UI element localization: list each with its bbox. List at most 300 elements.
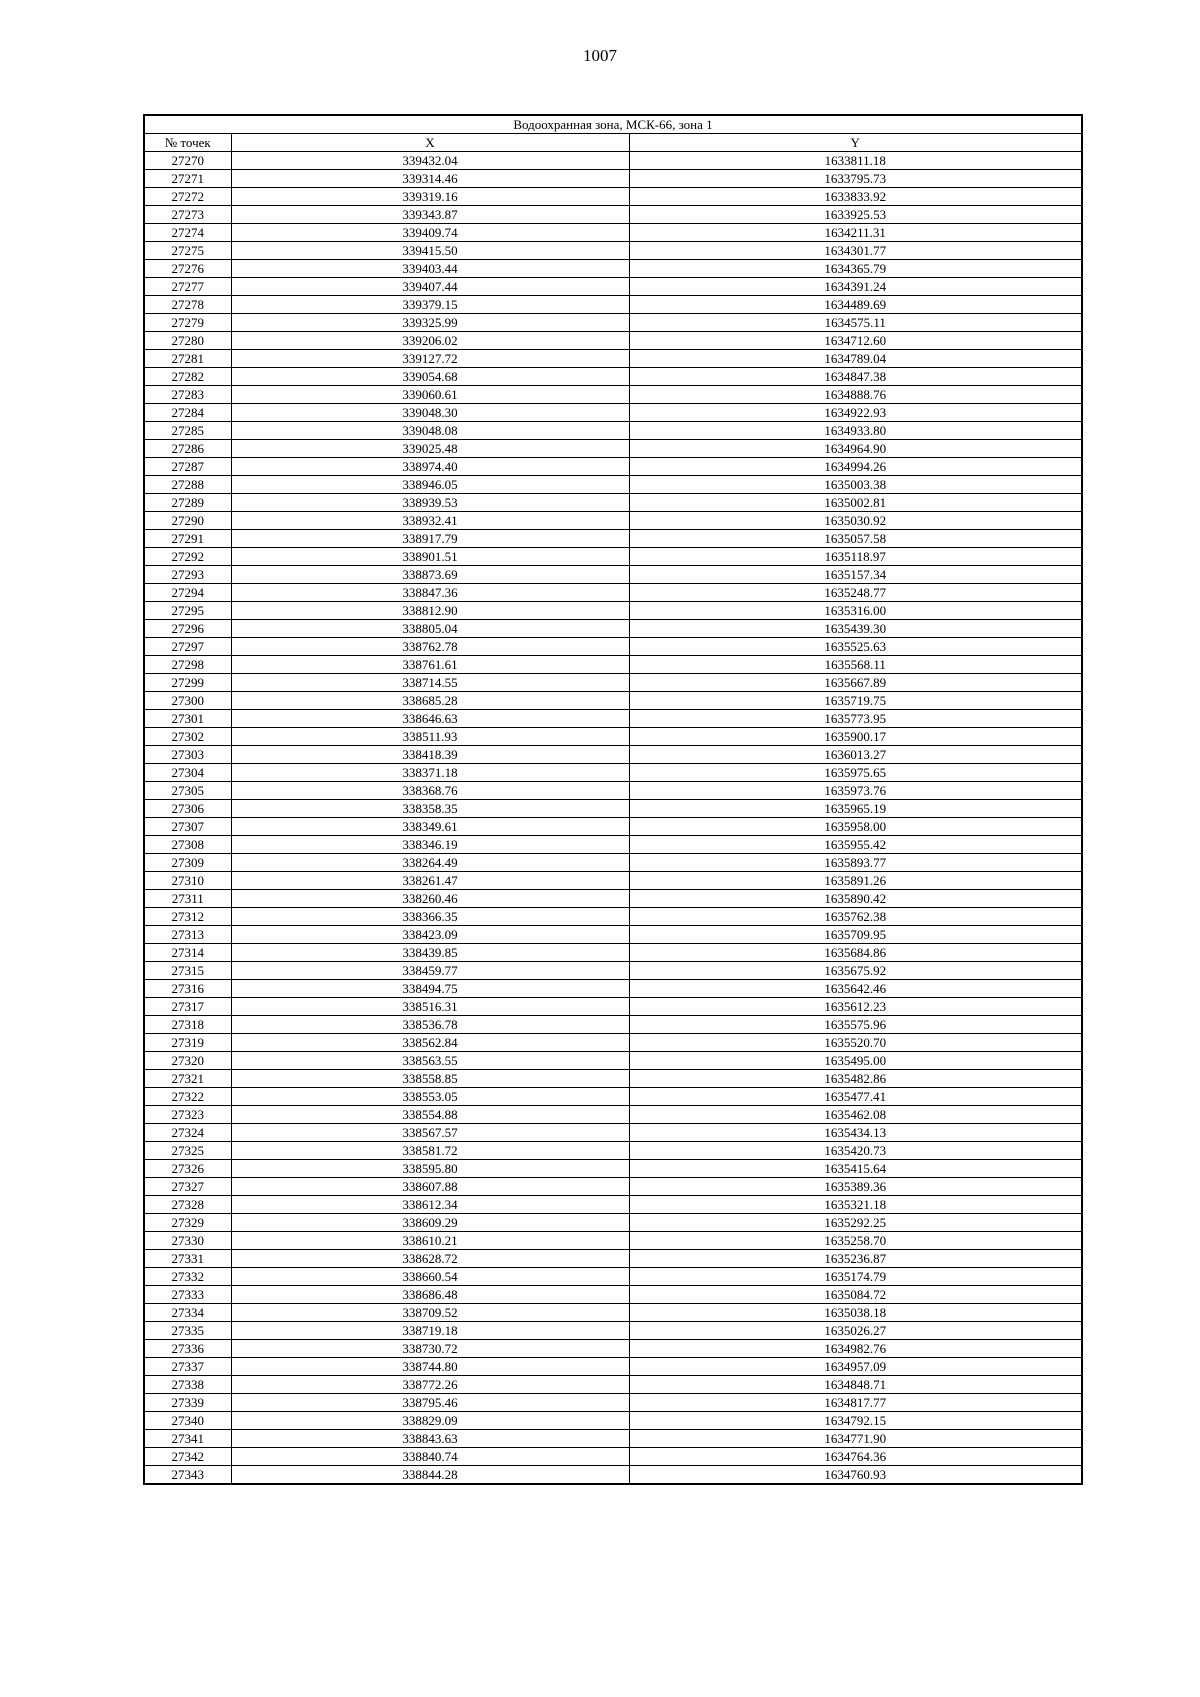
cell-x: 339379.15 <box>231 296 629 314</box>
cell-x: 339319.16 <box>231 188 629 206</box>
cell-x: 338554.88 <box>231 1106 629 1124</box>
cell-point-number: 27317 <box>144 998 231 1016</box>
cell-x: 338612.34 <box>231 1196 629 1214</box>
cell-x: 338558.85 <box>231 1070 629 1088</box>
cell-y: 1634888.76 <box>629 386 1082 404</box>
cell-point-number: 27302 <box>144 728 231 746</box>
cell-point-number: 27315 <box>144 962 231 980</box>
cell-y: 1635893.77 <box>629 854 1082 872</box>
cell-x: 338609.29 <box>231 1214 629 1232</box>
cell-y: 1634764.36 <box>629 1448 1082 1466</box>
table-row <box>144 998 1082 1016</box>
cell-x: 338260.46 <box>231 890 629 908</box>
cell-y: 1635321.18 <box>629 1196 1082 1214</box>
cell-point-number: 27337 <box>144 1358 231 1376</box>
cell-y: 1634301.77 <box>629 242 1082 260</box>
cell-x: 338264.49 <box>231 854 629 872</box>
table-title-row <box>144 115 1082 134</box>
header-y: Y <box>629 134 1082 152</box>
table-row <box>144 224 1082 242</box>
cell-y: 1635520.70 <box>629 1034 1082 1052</box>
cell-y: 1635973.76 <box>629 782 1082 800</box>
cell-y: 1635900.17 <box>629 728 1082 746</box>
table-row <box>144 1340 1082 1358</box>
cell-x: 338595.80 <box>231 1160 629 1178</box>
cell-y: 1635612.23 <box>629 998 1082 1016</box>
cell-x: 338423.09 <box>231 926 629 944</box>
table-row <box>144 782 1082 800</box>
cell-point-number: 27316 <box>144 980 231 998</box>
table-row <box>144 962 1082 980</box>
cell-x: 339206.02 <box>231 332 629 350</box>
cell-y: 1635003.38 <box>629 476 1082 494</box>
cell-y: 1635891.26 <box>629 872 1082 890</box>
cell-y: 1634964.90 <box>629 440 1082 458</box>
cell-x: 338847.36 <box>231 584 629 602</box>
table-row <box>144 1394 1082 1412</box>
table-row <box>144 602 1082 620</box>
table-row <box>144 1250 1082 1268</box>
table-row <box>144 1178 1082 1196</box>
cell-y: 1634760.93 <box>629 1466 1082 1485</box>
cell-point-number: 27280 <box>144 332 231 350</box>
cell-y: 1634391.24 <box>629 278 1082 296</box>
cell-point-number: 27341 <box>144 1430 231 1448</box>
cell-x: 338686.48 <box>231 1286 629 1304</box>
cell-x: 338646.63 <box>231 710 629 728</box>
table-row <box>144 422 1082 440</box>
cell-y: 1634712.60 <box>629 332 1082 350</box>
cell-y: 1635684.86 <box>629 944 1082 962</box>
table-row <box>144 242 1082 260</box>
cell-x: 338358.35 <box>231 800 629 818</box>
cell-y: 1635118.97 <box>629 548 1082 566</box>
table-row <box>144 836 1082 854</box>
cell-x: 339407.44 <box>231 278 629 296</box>
table-row <box>144 1466 1082 1485</box>
table-row <box>144 1124 1082 1142</box>
table-header-row <box>144 134 1082 152</box>
cell-x: 339025.48 <box>231 440 629 458</box>
cell-y: 1635292.25 <box>629 1214 1082 1232</box>
cell-point-number: 27305 <box>144 782 231 800</box>
cell-y: 1634994.26 <box>629 458 1082 476</box>
cell-y: 1635568.11 <box>629 656 1082 674</box>
cell-point-number: 27307 <box>144 818 231 836</box>
table-row <box>144 404 1082 422</box>
cell-point-number: 27294 <box>144 584 231 602</box>
cell-y: 1635258.70 <box>629 1232 1082 1250</box>
cell-x: 339409.74 <box>231 224 629 242</box>
table-row <box>144 548 1082 566</box>
cell-point-number: 27271 <box>144 170 231 188</box>
cell-point-number: 27295 <box>144 602 231 620</box>
table-row <box>144 476 1082 494</box>
cell-x: 338516.31 <box>231 998 629 1016</box>
cell-point-number: 27286 <box>144 440 231 458</box>
cell-x: 338762.78 <box>231 638 629 656</box>
cell-point-number: 27304 <box>144 764 231 782</box>
cell-point-number: 27293 <box>144 566 231 584</box>
cell-x: 338607.88 <box>231 1178 629 1196</box>
cell-y: 1635420.73 <box>629 1142 1082 1160</box>
cell-y: 1635030.92 <box>629 512 1082 530</box>
table-row <box>144 620 1082 638</box>
cell-y: 1635675.92 <box>629 962 1082 980</box>
cell-y: 1635248.77 <box>629 584 1082 602</box>
table-row <box>144 1196 1082 1214</box>
cell-y: 1635958.00 <box>629 818 1082 836</box>
cell-y: 1635434.13 <box>629 1124 1082 1142</box>
cell-x: 338829.09 <box>231 1412 629 1430</box>
cell-y: 1635525.63 <box>629 638 1082 656</box>
table-row <box>144 1142 1082 1160</box>
cell-y: 1635719.75 <box>629 692 1082 710</box>
cell-x: 338628.72 <box>231 1250 629 1268</box>
cell-point-number: 27311 <box>144 890 231 908</box>
table-row <box>144 584 1082 602</box>
cell-point-number: 27310 <box>144 872 231 890</box>
table-row <box>144 1376 1082 1394</box>
cell-x: 338812.90 <box>231 602 629 620</box>
cell-y: 1634922.93 <box>629 404 1082 422</box>
cell-y: 1633833.92 <box>629 188 1082 206</box>
cell-y: 1635667.89 <box>629 674 1082 692</box>
cell-point-number: 27326 <box>144 1160 231 1178</box>
cell-y: 1635477.41 <box>629 1088 1082 1106</box>
cell-point-number: 27300 <box>144 692 231 710</box>
cell-y: 1633795.73 <box>629 170 1082 188</box>
table-row <box>144 1304 1082 1322</box>
cell-y: 1635389.36 <box>629 1178 1082 1196</box>
cell-y: 1635975.65 <box>629 764 1082 782</box>
cell-point-number: 27340 <box>144 1412 231 1430</box>
cell-point-number: 27331 <box>144 1250 231 1268</box>
table-row <box>144 1088 1082 1106</box>
cell-point-number: 27284 <box>144 404 231 422</box>
table-row <box>144 260 1082 278</box>
cell-x: 338261.47 <box>231 872 629 890</box>
cell-x: 339325.99 <box>231 314 629 332</box>
page-number: 1007 <box>583 46 617 65</box>
cell-x: 338567.57 <box>231 1124 629 1142</box>
cell-x: 338946.05 <box>231 476 629 494</box>
cell-x: 338511.93 <box>231 728 629 746</box>
cell-x: 339048.08 <box>231 422 629 440</box>
cell-y: 1635482.86 <box>629 1070 1082 1088</box>
cell-y: 1635495.00 <box>629 1052 1082 1070</box>
table-row <box>144 278 1082 296</box>
cell-y: 1635157.34 <box>629 566 1082 584</box>
cell-x: 338349.61 <box>231 818 629 836</box>
table-row <box>144 1286 1082 1304</box>
cell-point-number: 27320 <box>144 1052 231 1070</box>
cell-x: 338536.78 <box>231 1016 629 1034</box>
cell-point-number: 27273 <box>144 206 231 224</box>
cell-y: 1635057.58 <box>629 530 1082 548</box>
table-row <box>144 1016 1082 1034</box>
table-title: Водоохранная зона, МСК-66, зона 1 <box>144 115 1082 134</box>
cell-point-number: 27272 <box>144 188 231 206</box>
cell-y: 1634789.04 <box>629 350 1082 368</box>
cell-y: 1635174.79 <box>629 1268 1082 1286</box>
cell-x: 338843.63 <box>231 1430 629 1448</box>
cell-x: 338660.54 <box>231 1268 629 1286</box>
cell-x: 338581.72 <box>231 1142 629 1160</box>
cell-point-number: 27327 <box>144 1178 231 1196</box>
coordinates-table <box>143 114 1083 1485</box>
cell-x: 338805.04 <box>231 620 629 638</box>
cell-point-number: 27339 <box>144 1394 231 1412</box>
cell-point-number: 27336 <box>144 1340 231 1358</box>
cell-x: 338371.18 <box>231 764 629 782</box>
cell-x: 338562.84 <box>231 1034 629 1052</box>
cell-point-number: 27328 <box>144 1196 231 1214</box>
cell-point-number: 27283 <box>144 386 231 404</box>
cell-point-number: 27318 <box>144 1016 231 1034</box>
cell-x: 338873.69 <box>231 566 629 584</box>
cell-point-number: 27321 <box>144 1070 231 1088</box>
table-row <box>144 566 1082 584</box>
cell-point-number: 27275 <box>144 242 231 260</box>
cell-point-number: 27338 <box>144 1376 231 1394</box>
cell-point-number: 27308 <box>144 836 231 854</box>
table-row <box>144 530 1082 548</box>
cell-point-number: 27342 <box>144 1448 231 1466</box>
cell-x: 338795.46 <box>231 1394 629 1412</box>
header-x: X <box>231 134 629 152</box>
table-row <box>144 206 1082 224</box>
cell-y: 1636013.27 <box>629 746 1082 764</box>
cell-point-number: 27287 <box>144 458 231 476</box>
table-row <box>144 980 1082 998</box>
cell-y: 1635316.00 <box>629 602 1082 620</box>
table-row <box>144 1052 1082 1070</box>
cell-x: 338844.28 <box>231 1466 629 1485</box>
cell-x: 339060.61 <box>231 386 629 404</box>
table-row <box>144 494 1082 512</box>
table-row <box>144 1070 1082 1088</box>
table-row <box>144 152 1082 170</box>
cell-x: 338685.28 <box>231 692 629 710</box>
cell-point-number: 27335 <box>144 1322 231 1340</box>
cell-y: 1633811.18 <box>629 152 1082 170</box>
cell-point-number: 27278 <box>144 296 231 314</box>
cell-x: 339403.44 <box>231 260 629 278</box>
cell-y: 1634847.38 <box>629 368 1082 386</box>
cell-x: 338932.41 <box>231 512 629 530</box>
table-row <box>144 1448 1082 1466</box>
cell-y: 1633925.53 <box>629 206 1082 224</box>
cell-y: 1634982.76 <box>629 1340 1082 1358</box>
cell-point-number: 27292 <box>144 548 231 566</box>
cell-x: 339127.72 <box>231 350 629 368</box>
table-row <box>144 314 1082 332</box>
cell-x: 338772.26 <box>231 1376 629 1394</box>
table-row <box>144 296 1082 314</box>
cell-point-number: 27329 <box>144 1214 231 1232</box>
cell-x: 339343.87 <box>231 206 629 224</box>
cell-x: 339314.46 <box>231 170 629 188</box>
cell-x: 338368.76 <box>231 782 629 800</box>
cell-y: 1635709.95 <box>629 926 1082 944</box>
table-row <box>144 1358 1082 1376</box>
table-row <box>144 926 1082 944</box>
cell-point-number: 27291 <box>144 530 231 548</box>
cell-point-number: 27298 <box>144 656 231 674</box>
cell-point-number: 27333 <box>144 1286 231 1304</box>
cell-point-number: 27296 <box>144 620 231 638</box>
table-row <box>144 1322 1082 1340</box>
table-row <box>144 386 1082 404</box>
table-row <box>144 1268 1082 1286</box>
cell-y: 1635026.27 <box>629 1322 1082 1340</box>
cell-point-number: 27332 <box>144 1268 231 1286</box>
cell-x: 339432.04 <box>231 152 629 170</box>
cell-point-number: 27334 <box>144 1304 231 1322</box>
cell-y: 1634489.69 <box>629 296 1082 314</box>
cell-y: 1635575.96 <box>629 1016 1082 1034</box>
cell-x: 338366.35 <box>231 908 629 926</box>
table-row <box>144 800 1082 818</box>
table-row <box>144 1034 1082 1052</box>
table-row <box>144 1214 1082 1232</box>
table-row <box>144 1430 1082 1448</box>
cell-point-number: 27285 <box>144 422 231 440</box>
cell-x: 338744.80 <box>231 1358 629 1376</box>
table-row <box>144 1412 1082 1430</box>
cell-x: 338459.77 <box>231 962 629 980</box>
cell-point-number: 27274 <box>144 224 231 242</box>
cell-x: 338439.85 <box>231 944 629 962</box>
cell-x: 338840.74 <box>231 1448 629 1466</box>
cell-y: 1635965.19 <box>629 800 1082 818</box>
table-row <box>144 368 1082 386</box>
cell-y: 1635890.42 <box>629 890 1082 908</box>
cell-point-number: 27290 <box>144 512 231 530</box>
cell-y: 1634817.77 <box>629 1394 1082 1412</box>
table-row <box>144 872 1082 890</box>
cell-x: 338917.79 <box>231 530 629 548</box>
cell-point-number: 27289 <box>144 494 231 512</box>
table-row <box>144 818 1082 836</box>
table-row <box>144 674 1082 692</box>
cell-y: 1635762.38 <box>629 908 1082 926</box>
table-row <box>144 440 1082 458</box>
cell-y: 1634771.90 <box>629 1430 1082 1448</box>
cell-point-number: 27281 <box>144 350 231 368</box>
table-row <box>144 1232 1082 1250</box>
cell-y: 1635462.08 <box>629 1106 1082 1124</box>
table-row <box>144 350 1082 368</box>
cell-x: 338494.75 <box>231 980 629 998</box>
cell-point-number: 27313 <box>144 926 231 944</box>
cell-x: 338939.53 <box>231 494 629 512</box>
cell-point-number: 27279 <box>144 314 231 332</box>
table-row <box>144 944 1082 962</box>
cell-point-number: 27322 <box>144 1088 231 1106</box>
table-row <box>144 710 1082 728</box>
cell-y: 1634792.15 <box>629 1412 1082 1430</box>
table-row <box>144 638 1082 656</box>
cell-point-number: 27299 <box>144 674 231 692</box>
cell-x: 339054.68 <box>231 368 629 386</box>
table-row <box>144 746 1082 764</box>
header-point-number: № точек <box>144 134 231 152</box>
cell-y: 1634957.09 <box>629 1358 1082 1376</box>
cell-point-number: 27288 <box>144 476 231 494</box>
cell-y: 1635002.81 <box>629 494 1082 512</box>
table-row <box>144 764 1082 782</box>
table-row <box>144 656 1082 674</box>
table-row <box>144 890 1082 908</box>
cell-y: 1634933.80 <box>629 422 1082 440</box>
cell-y: 1635955.42 <box>629 836 1082 854</box>
cell-x: 338418.39 <box>231 746 629 764</box>
cell-point-number: 27324 <box>144 1124 231 1142</box>
table-row <box>144 728 1082 746</box>
cell-point-number: 27325 <box>144 1142 231 1160</box>
cell-point-number: 27330 <box>144 1232 231 1250</box>
table-row <box>144 1106 1082 1124</box>
cell-point-number: 27301 <box>144 710 231 728</box>
table-row <box>144 854 1082 872</box>
cell-x: 338730.72 <box>231 1340 629 1358</box>
cell-y: 1635236.87 <box>629 1250 1082 1268</box>
cell-x: 338346.19 <box>231 836 629 854</box>
cell-x: 338563.55 <box>231 1052 629 1070</box>
table-row <box>144 512 1082 530</box>
table-row <box>144 188 1082 206</box>
cell-x: 338553.05 <box>231 1088 629 1106</box>
table-row <box>144 692 1082 710</box>
cell-point-number: 27282 <box>144 368 231 386</box>
cell-y: 1634848.71 <box>629 1376 1082 1394</box>
cell-x: 338901.51 <box>231 548 629 566</box>
table-row <box>144 458 1082 476</box>
cell-y: 1635439.30 <box>629 620 1082 638</box>
cell-point-number: 27276 <box>144 260 231 278</box>
cell-y: 1634365.79 <box>629 260 1082 278</box>
cell-x: 338610.21 <box>231 1232 629 1250</box>
cell-x: 338714.55 <box>231 674 629 692</box>
cell-y: 1634575.11 <box>629 314 1082 332</box>
cell-x: 339415.50 <box>231 242 629 260</box>
table-row <box>144 332 1082 350</box>
cell-point-number: 27277 <box>144 278 231 296</box>
cell-x: 338974.40 <box>231 458 629 476</box>
cell-point-number: 27270 <box>144 152 231 170</box>
cell-x: 338761.61 <box>231 656 629 674</box>
cell-x: 339048.30 <box>231 404 629 422</box>
cell-point-number: 27306 <box>144 800 231 818</box>
cell-y: 1634211.31 <box>629 224 1082 242</box>
cell-x: 338709.52 <box>231 1304 629 1322</box>
table-body <box>144 152 1082 1485</box>
cell-x: 338719.18 <box>231 1322 629 1340</box>
cell-point-number: 27303 <box>144 746 231 764</box>
cell-y: 1635773.95 <box>629 710 1082 728</box>
cell-y: 1635415.64 <box>629 1160 1082 1178</box>
table-row <box>144 908 1082 926</box>
table-row <box>144 170 1082 188</box>
cell-point-number: 27297 <box>144 638 231 656</box>
cell-point-number: 27343 <box>144 1466 231 1485</box>
cell-point-number: 27314 <box>144 944 231 962</box>
cell-point-number: 27312 <box>144 908 231 926</box>
cell-y: 1635084.72 <box>629 1286 1082 1304</box>
cell-point-number: 27309 <box>144 854 231 872</box>
